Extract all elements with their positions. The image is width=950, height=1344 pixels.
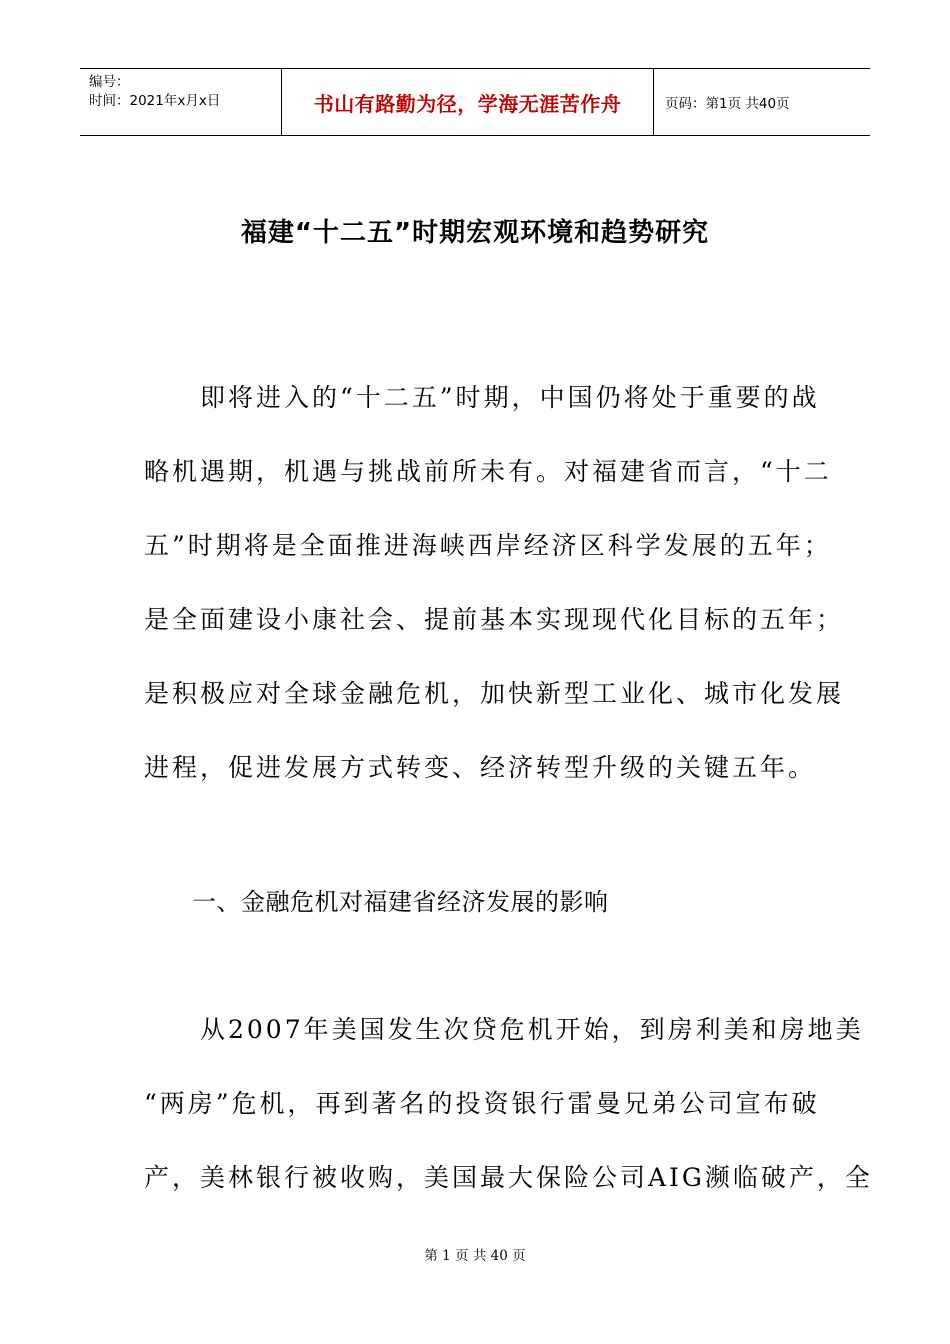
section-heading: 一、金融危机对福建省经济发展的影响 (192, 888, 609, 916)
paragraph-line: 进程，促进发展方式转变、经济转型升级的关键五年。 (144, 753, 817, 782)
header-page-info: 页码：第1页 共40页 (665, 96, 790, 112)
document-title: 福建“十二五”时期宏观环境和趋势研究 (240, 218, 710, 248)
section-paragraph (144, 1010, 873, 1232)
paragraph-line: 即将进入的“十二五”时期，中国仍将处于重要的战 (144, 383, 820, 412)
paragraph-line: 是全面建设小康社会、提前基本实现现代化目标的五年； (144, 605, 845, 634)
intro-paragraph (144, 378, 845, 822)
paragraph-line: 从2007年美国发生次贷危机开始，到房利美和房地美 (144, 1015, 864, 1044)
document-header (80, 68, 870, 136)
serial-number-label: 编号： (89, 74, 130, 90)
paragraph-line: 五”时期将是全面推进海峡西岸经济区科学发展的五年； (144, 531, 832, 560)
header-motto: 书山有路勤为径，学海无涯苦作舟 (281, 69, 654, 135)
header-meta (80, 69, 281, 135)
page-footer: 第 1 页 共 40 页 (424, 1248, 526, 1264)
date-label: 时间：2021年x月x日 (89, 93, 221, 109)
paragraph-line: 略机遇期，机遇与挑战前所未有。对福建省而言，“十二 (144, 457, 832, 486)
paragraph-line: “两房”危机，再到著名的投资银行雷曼兄弟公司宣布破 (144, 1089, 820, 1118)
paragraph-line: 是积极应对全球金融危机，加快新型工业化、城市化发展 (144, 679, 845, 708)
paragraph-line: 产，美林银行被收购，美国最大保险公司AIG濒临破产，全 (144, 1163, 873, 1192)
